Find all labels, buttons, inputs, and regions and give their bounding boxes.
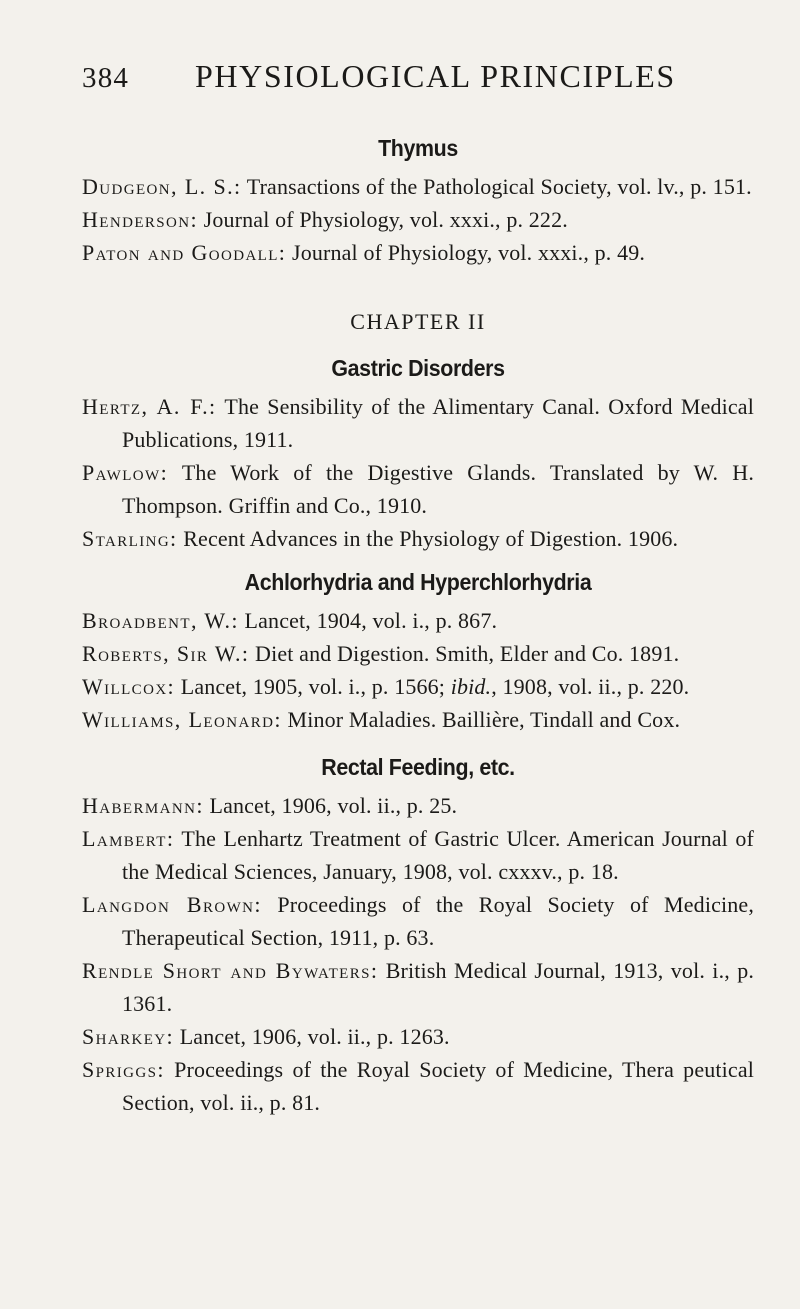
reference-text: Proceedings of the Royal Society of Medicine, Thera peutical Section, vol. ii., p. 81. (122, 1057, 754, 1115)
reference-text: Recent Advances in the Physiology of Digestion. 1906. (177, 526, 679, 551)
reference-author: Habermann: (82, 793, 204, 818)
reference-entry (82, 390, 754, 456)
reference-text: Minor Maladies. Baillière, Tindall and Cox. (281, 707, 681, 732)
reference-text: The Work of the Digestive Glands. Translated by W. H. Thompson. Griffin and Co., 1910. (122, 460, 754, 518)
reference-text: The Lenhartz Treatment of Gastric Ulcer. American Journal of the Medical Sciences, January, 1908, vol. cxxxv., p. 18. (122, 826, 754, 884)
reference-author: Spriggs: (82, 1057, 165, 1082)
reference-entry (82, 1053, 754, 1119)
reference-entry (82, 522, 754, 555)
reference-text: Journal of Physiology, vol. xxxi., p. 49. (286, 240, 646, 265)
chapter-heading: CHAPTER II (350, 309, 486, 334)
page-number: 384 (82, 62, 130, 94)
reference-author: Lambert: (82, 826, 175, 851)
reference-text: Lancet, 1906, vol. ii., p. 25. (203, 793, 458, 818)
reference-entry (82, 1020, 754, 1053)
reference-entry (82, 703, 754, 736)
reference-entry (82, 456, 754, 522)
reference-author: Paton and Goodall: (82, 240, 287, 265)
reference-entry (82, 888, 754, 954)
reference-text: Transactions of the Pathological Society, vol. lv., p. 151. (241, 174, 752, 199)
reference-entry (82, 954, 754, 1020)
reference-entry (82, 670, 754, 703)
reference-entry (82, 170, 754, 203)
section-heading-thymus: Thymus (378, 135, 458, 161)
reference-text: Lancet, 1906, vol. ii., p. 1263. (174, 1024, 450, 1049)
reference-author: Henderson: (82, 207, 199, 232)
reference-entry (82, 637, 754, 670)
reference-entry (82, 789, 754, 822)
running-head (82, 58, 754, 95)
reference-entry (82, 236, 754, 269)
reference-author: Pawlow: (82, 460, 169, 485)
reference-text: British Medical Journal, 1913, vol. i., p. 1361. (122, 958, 754, 1016)
reference-text: The Sensibility of the Alimentary Canal. Oxford Medical Publications, 1911. (122, 394, 754, 452)
reference-author: Williams, Leonard: (82, 707, 282, 732)
reference-author: Rendle Short and Bywaters: (82, 958, 379, 983)
reference-author: Broadbent, W.: (82, 608, 239, 633)
section-heading-gastric: Gastric Disorders (331, 355, 505, 381)
reference-text-continued: , 1908, vol. ii., p. 220. (491, 674, 690, 699)
reference-author: Langdon Brown: (82, 892, 262, 917)
reference-entry (82, 203, 754, 236)
reference-author: Dudgeon, L. S.: (82, 174, 242, 199)
reference-entry (82, 822, 754, 888)
reference-text: Proceedings of the Royal Society of Medicine, Therapeutical Section, 1911, p. 63. (122, 892, 754, 950)
reference-author: Starling: (82, 526, 178, 551)
section-heading-achlorhydria: Achlorhydria and Hyperchlorhydria (244, 569, 592, 595)
reference-author: Willcox: (82, 674, 176, 699)
reference-author: Hertz, A. F.: (82, 394, 217, 419)
reference-text: Journal of Physiology, vol. xxxi., p. 222. (198, 207, 568, 232)
reference-text: Lancet, 1904, vol. i., p. 867. (238, 608, 498, 633)
reference-text: Diet and Digestion. Smith, Elder and Co. 1891. (249, 641, 680, 666)
section-heading-rectal-feeding: Rectal Feeding, etc. (321, 754, 515, 780)
reference-entry (82, 604, 754, 637)
reference-author: Roberts, Sir W.: (82, 641, 250, 666)
reference-ibid: ibid. (450, 674, 492, 699)
running-title: PHYSIOLOGICAL PRINCIPLES (195, 58, 676, 94)
reference-text: Lancet, 1905, vol. i., p. 1566; (175, 674, 451, 699)
reference-author: Sharkey: (82, 1024, 175, 1049)
